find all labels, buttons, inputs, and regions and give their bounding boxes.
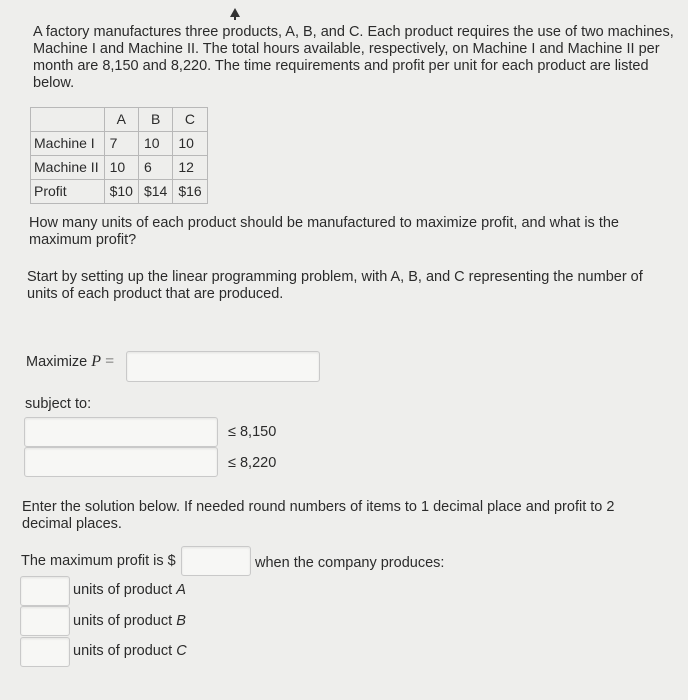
equals-sign: =: [105, 353, 115, 370]
maximize-label: Maximize P =: [26, 353, 115, 370]
subject-to-label: subject to:: [25, 396, 92, 412]
product-a-label: units of product A: [73, 582, 186, 598]
table-cell: $14: [138, 180, 172, 204]
product-a-var: A: [176, 582, 186, 598]
objective-function-input[interactable]: [126, 351, 320, 382]
max-profit-input[interactable]: [181, 546, 251, 576]
setup-text: Start by setting up the linear programming problem, with A, B, and C representing the number of units of each product that are produced.: [27, 269, 643, 302]
table-cell: Profit: [31, 180, 105, 204]
table-cell: 7: [104, 132, 138, 156]
product-c-var: C: [176, 643, 187, 659]
table-cell: $16: [173, 180, 207, 204]
max-profit-label: The maximum profit is $: [21, 553, 176, 569]
requirements-table: [30, 107, 208, 204]
table-cell: Machine II: [31, 156, 105, 180]
table-row: [31, 180, 208, 204]
constraint-2-input[interactable]: [24, 447, 218, 477]
constraint-1-rhs: ≤ 8,150: [228, 424, 277, 440]
table-row: [31, 156, 208, 180]
constraint-2-rhs: ≤ 8,220: [228, 455, 277, 471]
question-text: How many units of each product should be manufactured to maximize profit, and what is the maximum profit?: [29, 215, 619, 248]
intro-paragraph: A factory manufactures three products, A, B, and C. Each product requires the use of two machines, Machine I and Machine II. The total hours available, respectively, on Machine I and Machine II per month are 8,150 and 8,220. The time requirements and profit per unit for each product are listed below.: [33, 24, 674, 91]
table-cell: $10: [104, 180, 138, 204]
table-cell: Machine I: [31, 132, 105, 156]
table-cell: 12: [173, 156, 207, 180]
produces-label: when the company produces:: [255, 555, 445, 571]
product-b-label: units of product B: [73, 613, 186, 629]
product-a-input[interactable]: [20, 576, 70, 606]
table-header-cell: B: [138, 108, 172, 132]
table-cell: 10: [104, 156, 138, 180]
table-cell: 10: [138, 132, 172, 156]
table-header-cell: [31, 108, 105, 132]
table-header-cell: A: [104, 108, 138, 132]
table-header-row: [31, 108, 208, 132]
table-cell: 10: [173, 132, 207, 156]
product-c-input[interactable]: [20, 637, 70, 667]
solution-instructions: Enter the solution below. If needed round numbers of items to 1 decimal place and profit to 2 decimal places.: [22, 499, 615, 532]
table-header-cell: C: [173, 108, 207, 132]
table-cell: 6: [138, 156, 172, 180]
product-b-var: B: [176, 613, 186, 629]
product-b-input[interactable]: [20, 606, 70, 636]
constraint-1-input[interactable]: [24, 417, 218, 447]
profit-variable: P: [91, 353, 102, 370]
table-row: [31, 132, 208, 156]
product-c-label: units of product C: [73, 643, 187, 659]
mouse-cursor-icon: [230, 8, 240, 17]
